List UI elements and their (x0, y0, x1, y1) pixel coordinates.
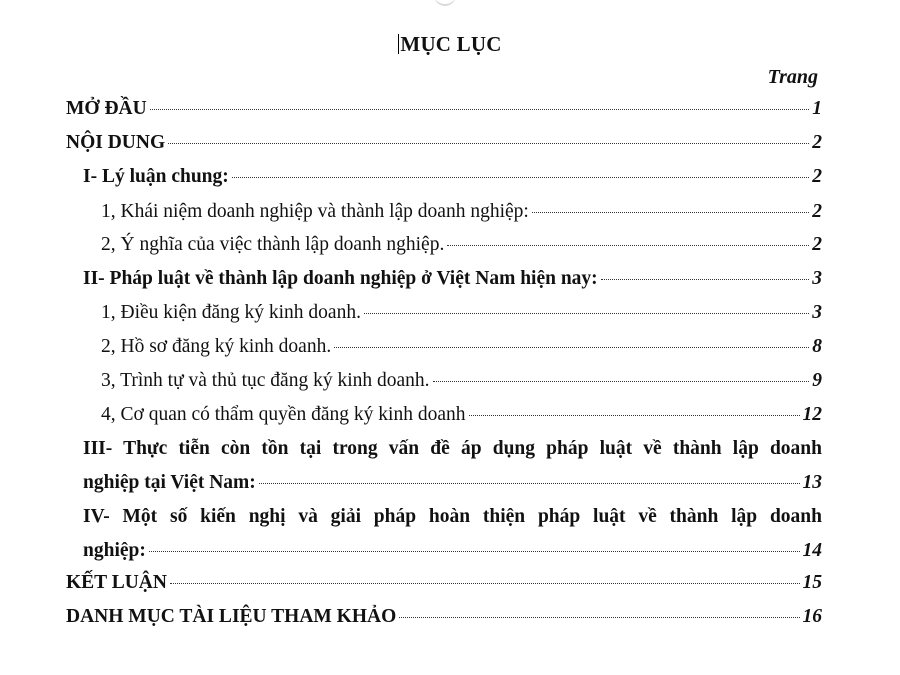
page-column-label: Trang (767, 66, 818, 88)
toc-entry-label: NỘI DUNG (66, 132, 166, 153)
toc-entry-page: 3 (812, 302, 822, 323)
toc-entry-noi-dung[interactable] (66, 129, 822, 157)
toc-leader-dots (399, 616, 799, 618)
toc-entry-section-1[interactable] (83, 163, 822, 191)
toc-leader-dots (469, 414, 800, 416)
toc-leader-dots (532, 211, 809, 213)
toc-entry-label: KẾT LUẬN (66, 572, 167, 593)
toc-entry-section-2-2[interactable] (101, 333, 822, 361)
toc-entry-label: 2, Ý nghĩa của việc thành lập doanh nghiệp. (101, 234, 445, 255)
toc-leader-dots (601, 278, 810, 280)
toc-entry-page: 3 (812, 268, 822, 289)
toc-leader-dots (433, 380, 810, 382)
toc-entry-page: 16 (802, 606, 822, 627)
toc-entry-label: 3, Trình tự và thủ tục đăng ký kinh doanh. (101, 370, 430, 391)
toc-entry-page: 15 (802, 572, 822, 593)
toc-entry-page: 2 (812, 201, 822, 222)
toc-entry-label: nghiệp tại Việt Nam: (83, 472, 256, 493)
toc-entry-page: 1 (812, 98, 822, 119)
toc-entry-label: nghiệp: (83, 540, 146, 561)
toc-entry-section-2[interactable] (83, 265, 822, 293)
toc-leader-dots (170, 582, 800, 584)
toc-entry-page: 8 (812, 336, 822, 357)
toc-entry-mo-dau[interactable] (66, 95, 822, 123)
toc-leader-dots (364, 312, 809, 314)
toc-entry-label: 4, Cơ quan có thẩm quyền đăng ký kinh doanh (101, 404, 466, 425)
toc-entry-section-2-1[interactable] (101, 299, 822, 327)
toc-entry-page: 9 (812, 370, 822, 391)
toc-leader-dots (232, 176, 809, 178)
toc-entry-page: 12 (802, 404, 822, 425)
toc-leader-dots (447, 244, 809, 246)
toc-entry-label: MỞ ĐẦU (66, 98, 147, 119)
toc-entry-section-1-2[interactable] (101, 231, 822, 259)
toc-leader-dots (334, 346, 809, 348)
toc-entry-section-4-line1: IV- Một số kiến nghị và giải pháp hoàn thiện pháp luật về thành lập doanh (83, 506, 822, 527)
toc-entry-label: 2, Hồ sơ đăng ký kinh doanh. (101, 336, 332, 357)
toc-entry-section-2-4[interactable] (101, 401, 822, 429)
toc-entry-page: 2 (812, 234, 822, 255)
page-top-mark (434, 0, 456, 6)
toc-entry-references[interactable] (66, 603, 822, 631)
toc-leader-dots (150, 108, 810, 110)
toc-entry-section-3[interactable] (83, 469, 822, 497)
toc-entry-section-2-3[interactable] (101, 367, 822, 395)
toc-entry-section-4[interactable] (83, 537, 822, 565)
toc-entry-page: 2 (812, 166, 822, 187)
toc-entry-label: II- Pháp luật về thành lập doanh nghiệp ở Việt Nam hiện nay: (83, 268, 598, 289)
toc-entry-label: 1, Khái niệm doanh nghiệp và thành lập doanh nghiệp: (101, 201, 529, 222)
toc-leader-dots (259, 482, 800, 484)
toc-entry-ket-luan[interactable] (66, 569, 822, 597)
toc-leader-dots (168, 142, 809, 144)
toc-entry-section-1-1[interactable] (101, 198, 822, 226)
toc-entry-page: 2 (812, 132, 822, 153)
toc-entry-page: 14 (802, 540, 822, 561)
toc-title (0, 30, 900, 58)
toc-entry-page: 13 (802, 472, 822, 493)
toc-entry-label: DANH MỤC TÀI LIỆU THAM KHẢO (66, 606, 397, 627)
toc-title-text: MỤC LỤC (400, 32, 502, 56)
toc-entry-label: 1, Điều kiện đăng ký kinh doanh. (101, 302, 361, 323)
toc-leader-dots (149, 550, 800, 552)
toc-entry-section-3-line1: III- Thực tiễn còn tồn tại trong vấn đề áp dụng pháp luật về thành lập doanh (83, 438, 822, 459)
toc-entry-label: I- Lý luận chung: (83, 166, 229, 187)
